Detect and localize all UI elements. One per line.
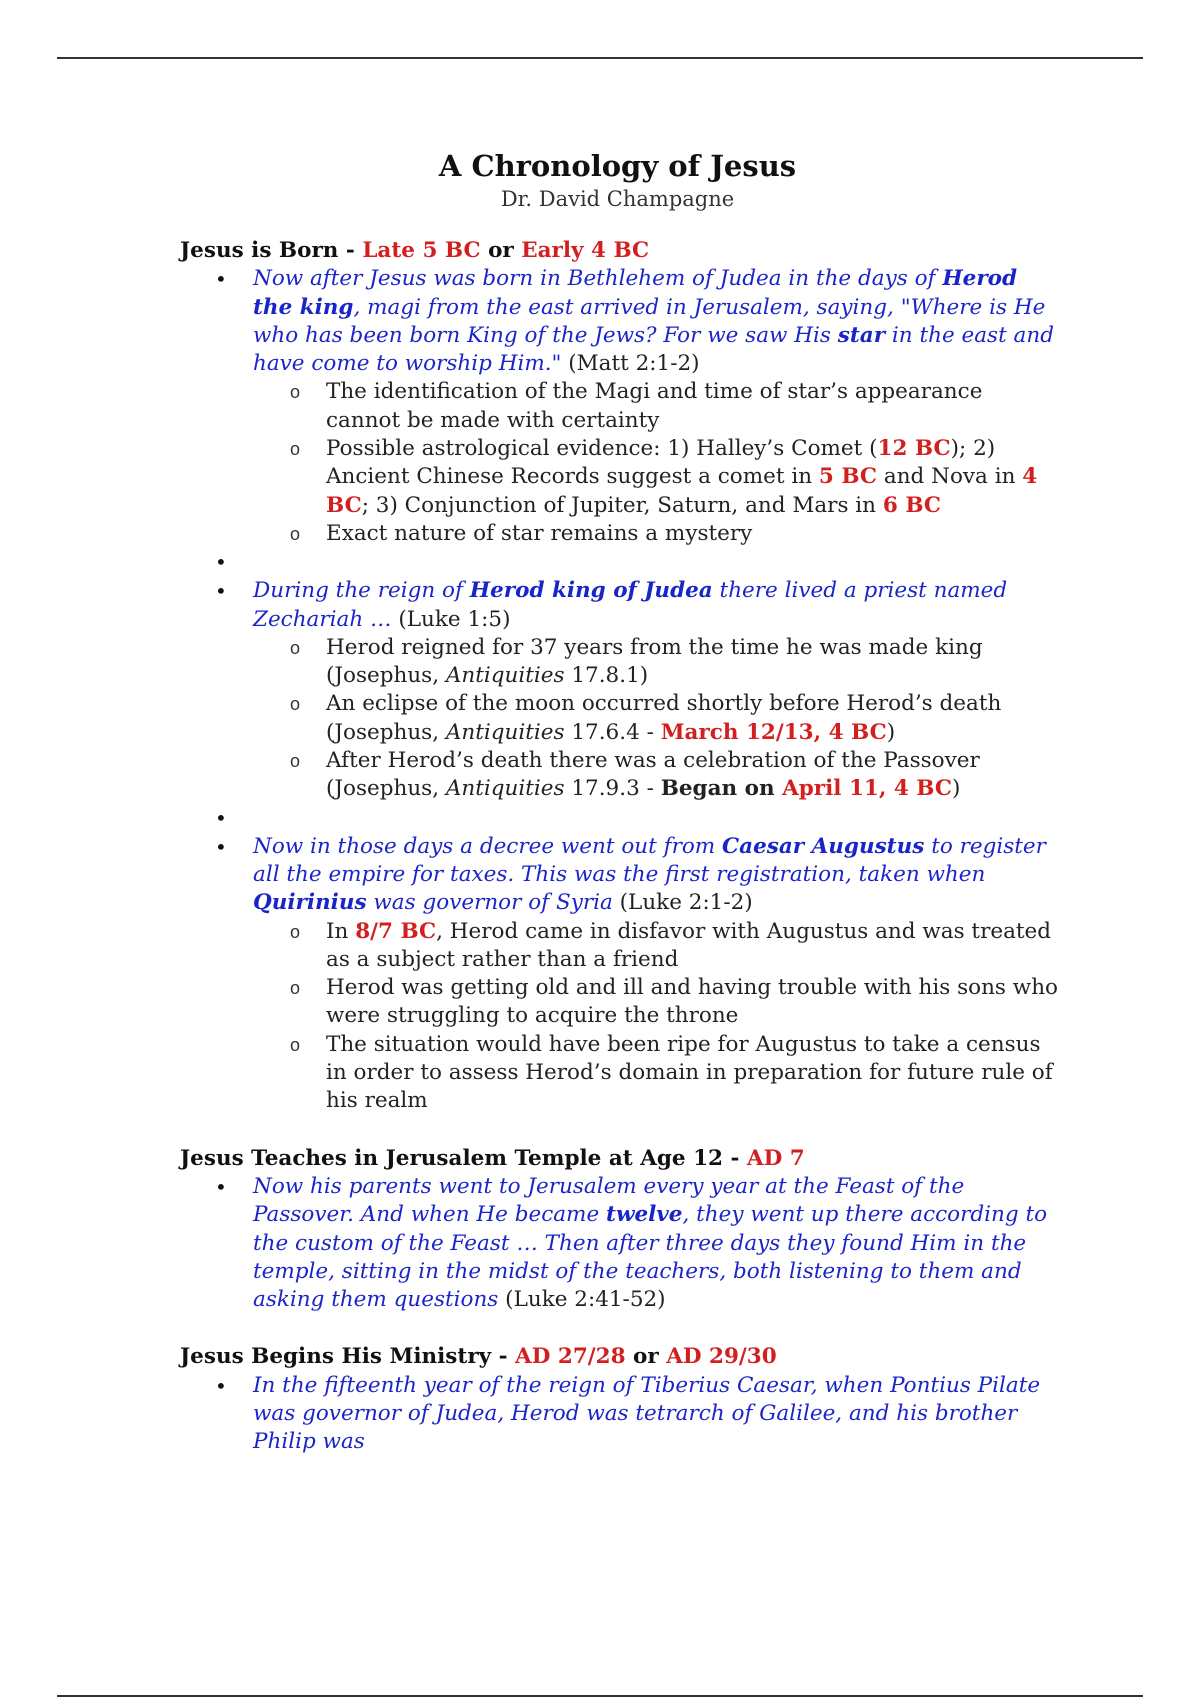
sub-item: o An eclipse of the moon occurred shortly before Herod’s death (Josephus, Antiquities 17.6.4 - March 12/13, 4 BC) — [326, 690, 1060, 747]
sub-item: o Herod was getting old and ill and having trouble with his sons who were struggling to acquire the throne — [326, 974, 1060, 1031]
date-range: Early 4 BC — [521, 238, 650, 263]
bullet-item — [253, 1173, 1060, 1314]
scripture-quote: Now in those days a decree went out from Caesar Augustus to register all the empire for taxes. This was the first registration, taken when Quirinius was governor of Syria — [253, 833, 1046, 916]
bullet-list — [180, 1372, 1060, 1457]
sub-item: o In 8/7 BC, Herod came in disfavor with Augustus and was treated as a subject rather than a friend — [326, 918, 1060, 975]
sub-item: o Exact nature of star remains a mystery — [326, 520, 1060, 548]
header-rule — [57, 57, 1143, 59]
section-heading-birth — [180, 237, 1060, 265]
date-range: AD 7 — [746, 1145, 805, 1171]
document-body — [180, 237, 1060, 1457]
sub-item: o The identification of the Magi and time of star’s appearance cannot be made with certainty — [326, 378, 1060, 435]
date-range: Late 5 BC — [362, 238, 481, 263]
date-range: AD 29/30 — [666, 1344, 777, 1370]
scripture-quote: During the reign of Herod king of Judea there lived a priest named Zechariah … — [253, 578, 1008, 632]
heading-joiner: or — [480, 238, 522, 263]
title-block — [0, 148, 1200, 212]
section-heading-ministry — [180, 1343, 1060, 1371]
date-range: AD 27/28 — [515, 1344, 626, 1370]
spacer — [253, 804, 1060, 833]
bullet-item — [253, 1372, 1060, 1457]
heading-text: Jesus Begins His Ministry - — [180, 1344, 516, 1370]
scripture-reference: (Luke 1:5) — [391, 606, 511, 632]
scripture-reference: (Luke 2:41-52) — [498, 1287, 666, 1313]
scripture-quote: Now after Jesus was born in Bethlehem of Judea in the days of Herod the king, magi from the east arrived in Jerusalem, saying, "Where is He who has been born King of the Jews? For we saw His star in the east and have come to worship Him." — [253, 266, 1054, 377]
sub-item: o The situation would have been ripe for Augustus to take a census in order to assess Herod’s domain in preparation for future rule of his realm — [326, 1031, 1060, 1116]
sub-item: o Possible astrological evidence: 1) Halley’s Comet (12 BC); 2) Ancient Chinese Records suggest a comet in 5 BC and Nova in 4 BC; 3) Conjunction of Jupiter, Saturn, and Mars in 6 BC — [326, 435, 1060, 520]
scripture-quote: In the fifteenth year of the reign of Tiberius Caesar, when Pontius Pilate was governor of Judea, Herod was tetrarch of Galilee, and his brother Philip was — [253, 1372, 1041, 1455]
heading-text: Jesus is Born - — [180, 238, 363, 263]
sub-item: o After Herod’s death there was a celebration of the Passover (Josephus, Antiquities 17.9.3 - Began on April 11, 4 BC) — [326, 747, 1060, 804]
sub-item: o Herod reigned for 37 years from the time he was made king (Josephus, Antiquities 17.8.1) — [326, 634, 1060, 691]
bullet-list — [180, 265, 1060, 1115]
sub-list — [253, 918, 1060, 1116]
spacer — [180, 1116, 1060, 1145]
spacer — [180, 1314, 1060, 1343]
bullet-item — [253, 577, 1060, 803]
sub-list — [253, 378, 1060, 548]
document-title: A Chronology of Jesus — [438, 149, 797, 183]
sub-list — [253, 634, 1060, 804]
scripture-reference: (Matt 2:1-2) — [561, 351, 700, 377]
footer-rule — [57, 1695, 1143, 1697]
scripture-reference: (Luke 2:1-2) — [612, 890, 753, 916]
document-author: Dr. David Champagne — [500, 187, 735, 211]
bullet-list — [180, 1173, 1060, 1314]
bullet-item — [253, 265, 1060, 548]
heading-joiner: or — [625, 1344, 667, 1370]
section-heading-temple — [180, 1145, 1060, 1173]
bullet-item — [253, 833, 1060, 1116]
scripture-quote: Now his parents went to Jerusalem every year at the Feast of the Passover. And when He became twelve, they went up there according to the custom of the Feast … Then after three days they found Him in the temple, sitting in the midst of the teachers, both listening to them and asking them questions — [253, 1173, 1048, 1313]
spacer — [253, 548, 1060, 577]
heading-text: Jesus Teaches in Jerusalem Temple at Age 12 - — [180, 1145, 747, 1171]
